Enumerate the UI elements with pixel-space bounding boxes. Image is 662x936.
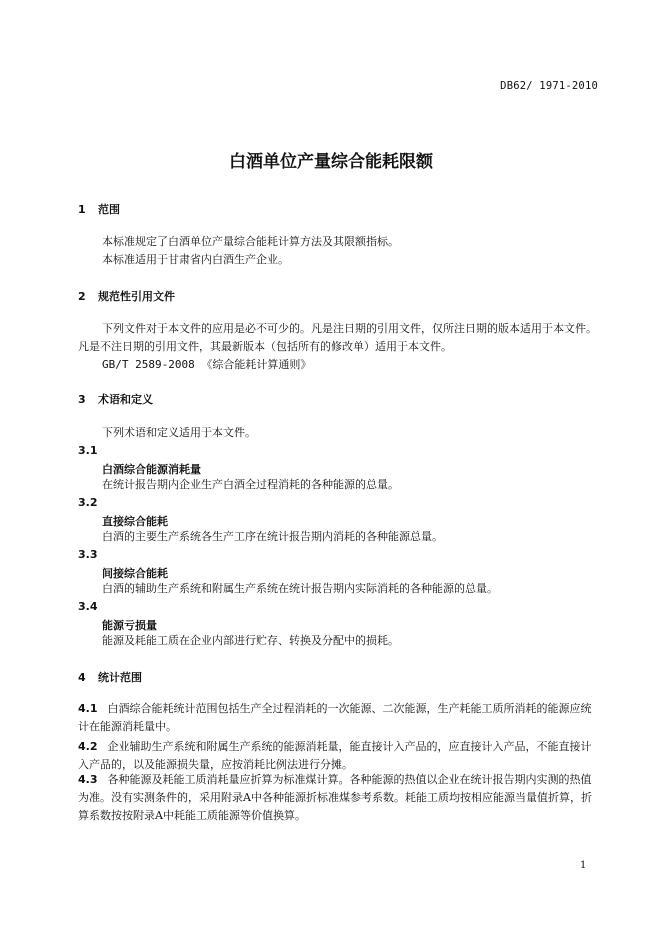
term-title: 白酒综合能源消耗量 xyxy=(102,463,201,476)
section-number: 1 xyxy=(78,203,86,216)
document-title: 白酒单位产量综合能耗限额 xyxy=(229,152,433,172)
term-definition: 白酒的辅助生产系统和附属生产系统在统计报告期内实际消耗的各种能源的总量。 xyxy=(102,582,498,595)
clause-number: 4.1 xyxy=(78,702,98,715)
clause-4-1 xyxy=(78,700,600,736)
section-title: 范围 xyxy=(98,203,120,216)
term-title: 直接综合能耗 xyxy=(102,515,168,528)
section-1-heading xyxy=(78,201,120,217)
clause-text: 各种能源及耗能工质消耗量应折算为标准煤计算。各种能源的热值以企业在统计报告期内实测的热值为准。没有实测条件的，采用附录A中各种能源折标准煤参考系数。耗能工质均按相应能源当量值折算，折算系数按按附录A中耗能工质能源等价值换算。 xyxy=(78,773,592,822)
term-number: 3.1 xyxy=(78,444,98,457)
clause-4-3 xyxy=(78,771,600,825)
section-1-para-1: 本标准规定了白酒单位产量综合能耗计算方法及其限额指标。 xyxy=(102,235,399,248)
section-3-heading xyxy=(78,391,153,407)
clause-text: 白酒综合能耗统计范围包括生产全过程消耗的一次能源、二次能源，生产耗能工质所消耗的能源应统计在能源消耗量中。 xyxy=(78,702,592,733)
standard-number: DB62/ 1971-2010 xyxy=(500,80,598,92)
section-4-heading xyxy=(78,669,142,685)
section-number: 2 xyxy=(78,290,86,303)
term-definition: 在统计报告期内企业生产白酒全过程消耗的各种能源的总量。 xyxy=(102,478,399,491)
clause-4-2 xyxy=(78,738,600,774)
term-number: 3.4 xyxy=(78,600,98,613)
section-2-heading xyxy=(78,288,175,304)
term-definition: 能源及耗能工质在企业内部进行贮存、转换及分配中的损耗。 xyxy=(102,634,399,647)
term-definition: 白酒的主要生产系统各生产工序在统计报告期内消耗的各种能源总量。 xyxy=(102,530,443,543)
term-number: 3.3 xyxy=(78,548,98,561)
section-title: 规范性引用文件 xyxy=(98,290,175,303)
normative-reference: GB/T 2589-2008 《综合能耗计算通则》 xyxy=(102,358,312,371)
section-number: 4 xyxy=(78,671,86,684)
clause-number: 4.3 xyxy=(78,773,98,786)
clause-number: 4.2 xyxy=(78,740,98,753)
section-number: 3 xyxy=(78,393,86,406)
section-2-para: 下列文件对于本文件的应用是必不可少的。凡是注日期的引用文件，仅所注日期的版本适用于本文件。凡是不注日期的引用文件，其最新版本（包括所有的修改单）适用于本文件。 xyxy=(78,322,597,353)
page-number: 1 xyxy=(580,860,587,871)
clause-text: 企业辅助生产系统和附属生产系统的能源消耗量，能直接计入产品的，应直接计入产品，不能直接计入产品的，以及能源损失量，应按消耗比例法进行分摊。 xyxy=(78,740,592,771)
term-number: 3.2 xyxy=(78,496,98,509)
section-1-para-2: 本标准适用于甘肃省内白酒生产企业。 xyxy=(102,253,289,266)
section-3-intro: 下列术语和定义适用于本文件。 xyxy=(102,426,256,439)
term-title: 间接综合能耗 xyxy=(102,567,168,580)
section-title: 统计范围 xyxy=(98,671,142,684)
section-title: 术语和定义 xyxy=(98,393,153,406)
term-title: 能源亏损量 xyxy=(102,619,157,632)
